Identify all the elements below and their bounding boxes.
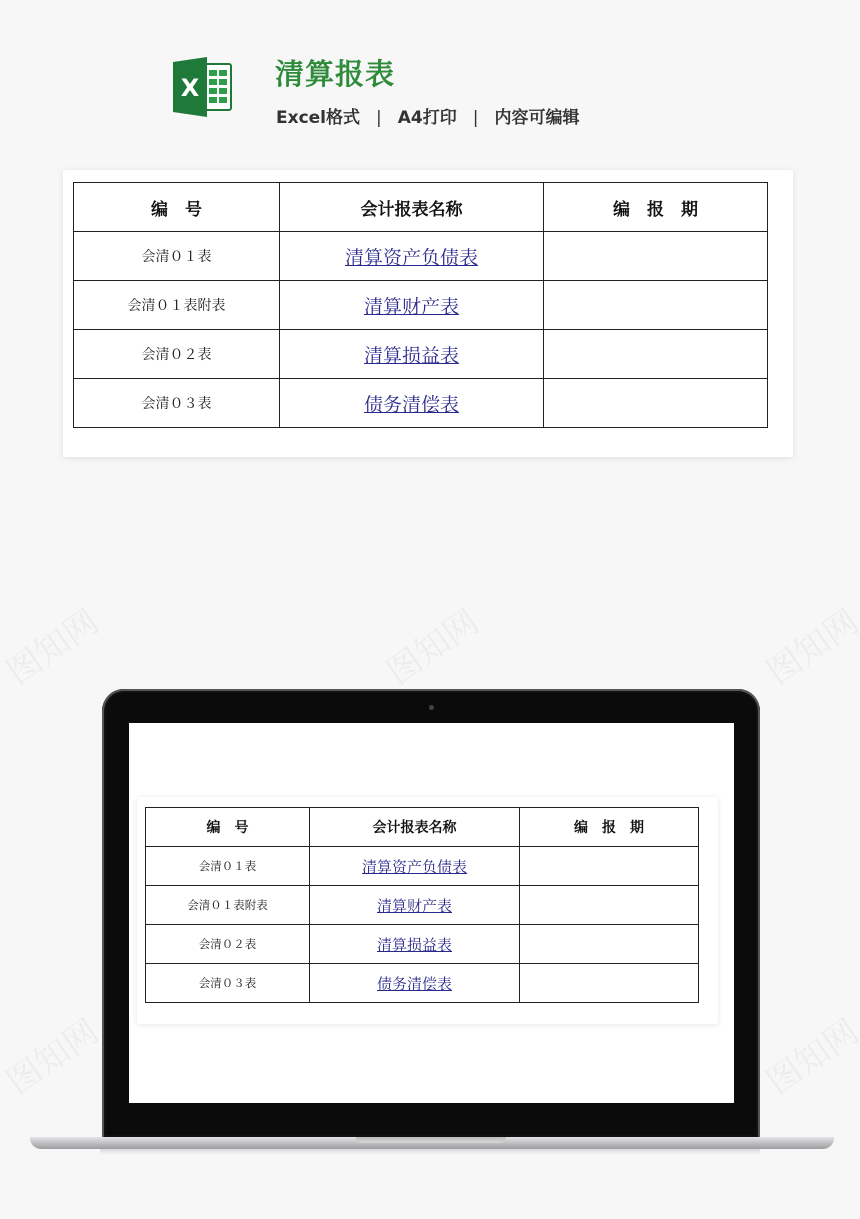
separator: | bbox=[472, 108, 479, 128]
laptop-shadow bbox=[100, 1149, 760, 1155]
cell-period[interactable] bbox=[520, 964, 699, 1003]
col-header-period: 编 报 期 bbox=[520, 808, 699, 847]
cell-name bbox=[310, 847, 520, 886]
cell-period[interactable] bbox=[520, 886, 699, 925]
report-link[interactable]: 清算资产负债表 bbox=[361, 857, 467, 876]
cell-period[interactable] bbox=[544, 232, 768, 281]
excel-icon bbox=[171, 56, 233, 118]
laptop-notch bbox=[356, 1137, 506, 1143]
watermark bbox=[375, 595, 487, 694]
watermark bbox=[0, 595, 107, 694]
cell-name bbox=[280, 330, 544, 379]
report-link[interactable]: 债务清偿表 bbox=[376, 974, 452, 993]
logo-letter: X bbox=[180, 74, 200, 102]
cell-period[interactable] bbox=[544, 281, 768, 330]
cell-code: 会清０１表附表 bbox=[146, 886, 310, 925]
col-header-code: 编 号 bbox=[146, 808, 310, 847]
table-row bbox=[146, 964, 699, 1003]
cell-name bbox=[280, 281, 544, 330]
cell-name bbox=[280, 232, 544, 281]
separator: | bbox=[376, 108, 382, 128]
cell-code: 会清０１表 bbox=[74, 232, 280, 281]
cell-period[interactable] bbox=[544, 330, 768, 379]
cell-period[interactable] bbox=[520, 847, 699, 886]
cell-code: 会清０２表 bbox=[74, 330, 280, 379]
watermark bbox=[755, 595, 860, 694]
cell-code: 会清０１表附表 bbox=[74, 281, 280, 330]
tag-editable: 内容可编辑 bbox=[494, 108, 580, 128]
table-row bbox=[146, 925, 699, 964]
cell-code: 会清０２表 bbox=[146, 925, 310, 964]
cell-code: 会清０３表 bbox=[74, 379, 280, 428]
camera-icon bbox=[429, 705, 434, 710]
table-row bbox=[74, 232, 768, 281]
cell-name bbox=[280, 379, 544, 428]
cell-name bbox=[310, 925, 520, 964]
table-row bbox=[74, 379, 768, 428]
col-header-name: 会计报表名称 bbox=[310, 808, 520, 847]
cell-period[interactable] bbox=[544, 379, 768, 428]
report-link[interactable]: 债务清偿表 bbox=[363, 393, 459, 416]
page-title: 清算报表 bbox=[275, 57, 396, 91]
table-header-row bbox=[74, 183, 768, 232]
tag-print: A4打印 bbox=[397, 108, 457, 128]
table-row bbox=[146, 886, 699, 925]
watermark bbox=[0, 1005, 107, 1104]
tag-format: Excel格式 bbox=[276, 108, 361, 128]
screen-report-table bbox=[145, 807, 699, 1003]
cell-name bbox=[310, 964, 520, 1003]
table-row bbox=[146, 847, 699, 886]
table-header-row bbox=[146, 808, 699, 847]
cell-code: 会清０３表 bbox=[146, 964, 310, 1003]
table-row bbox=[74, 330, 768, 379]
cell-name bbox=[310, 886, 520, 925]
col-header-name: 会计报表名称 bbox=[280, 183, 544, 232]
table-row bbox=[74, 281, 768, 330]
report-link[interactable]: 清算资产负债表 bbox=[344, 246, 478, 269]
report-link[interactable]: 清算损益表 bbox=[376, 935, 452, 954]
report-link[interactable]: 清算损益表 bbox=[363, 344, 459, 367]
col-header-period: 编 报 期 bbox=[544, 183, 768, 232]
cell-code: 会清０１表 bbox=[146, 847, 310, 886]
cell-period[interactable] bbox=[520, 925, 699, 964]
watermark bbox=[755, 1005, 860, 1104]
report-table bbox=[73, 182, 768, 428]
report-link[interactable]: 清算财产表 bbox=[363, 295, 459, 318]
col-header-code: 编 号 bbox=[74, 183, 280, 232]
subtitle bbox=[276, 103, 579, 128]
report-link[interactable]: 清算财产表 bbox=[376, 896, 452, 915]
